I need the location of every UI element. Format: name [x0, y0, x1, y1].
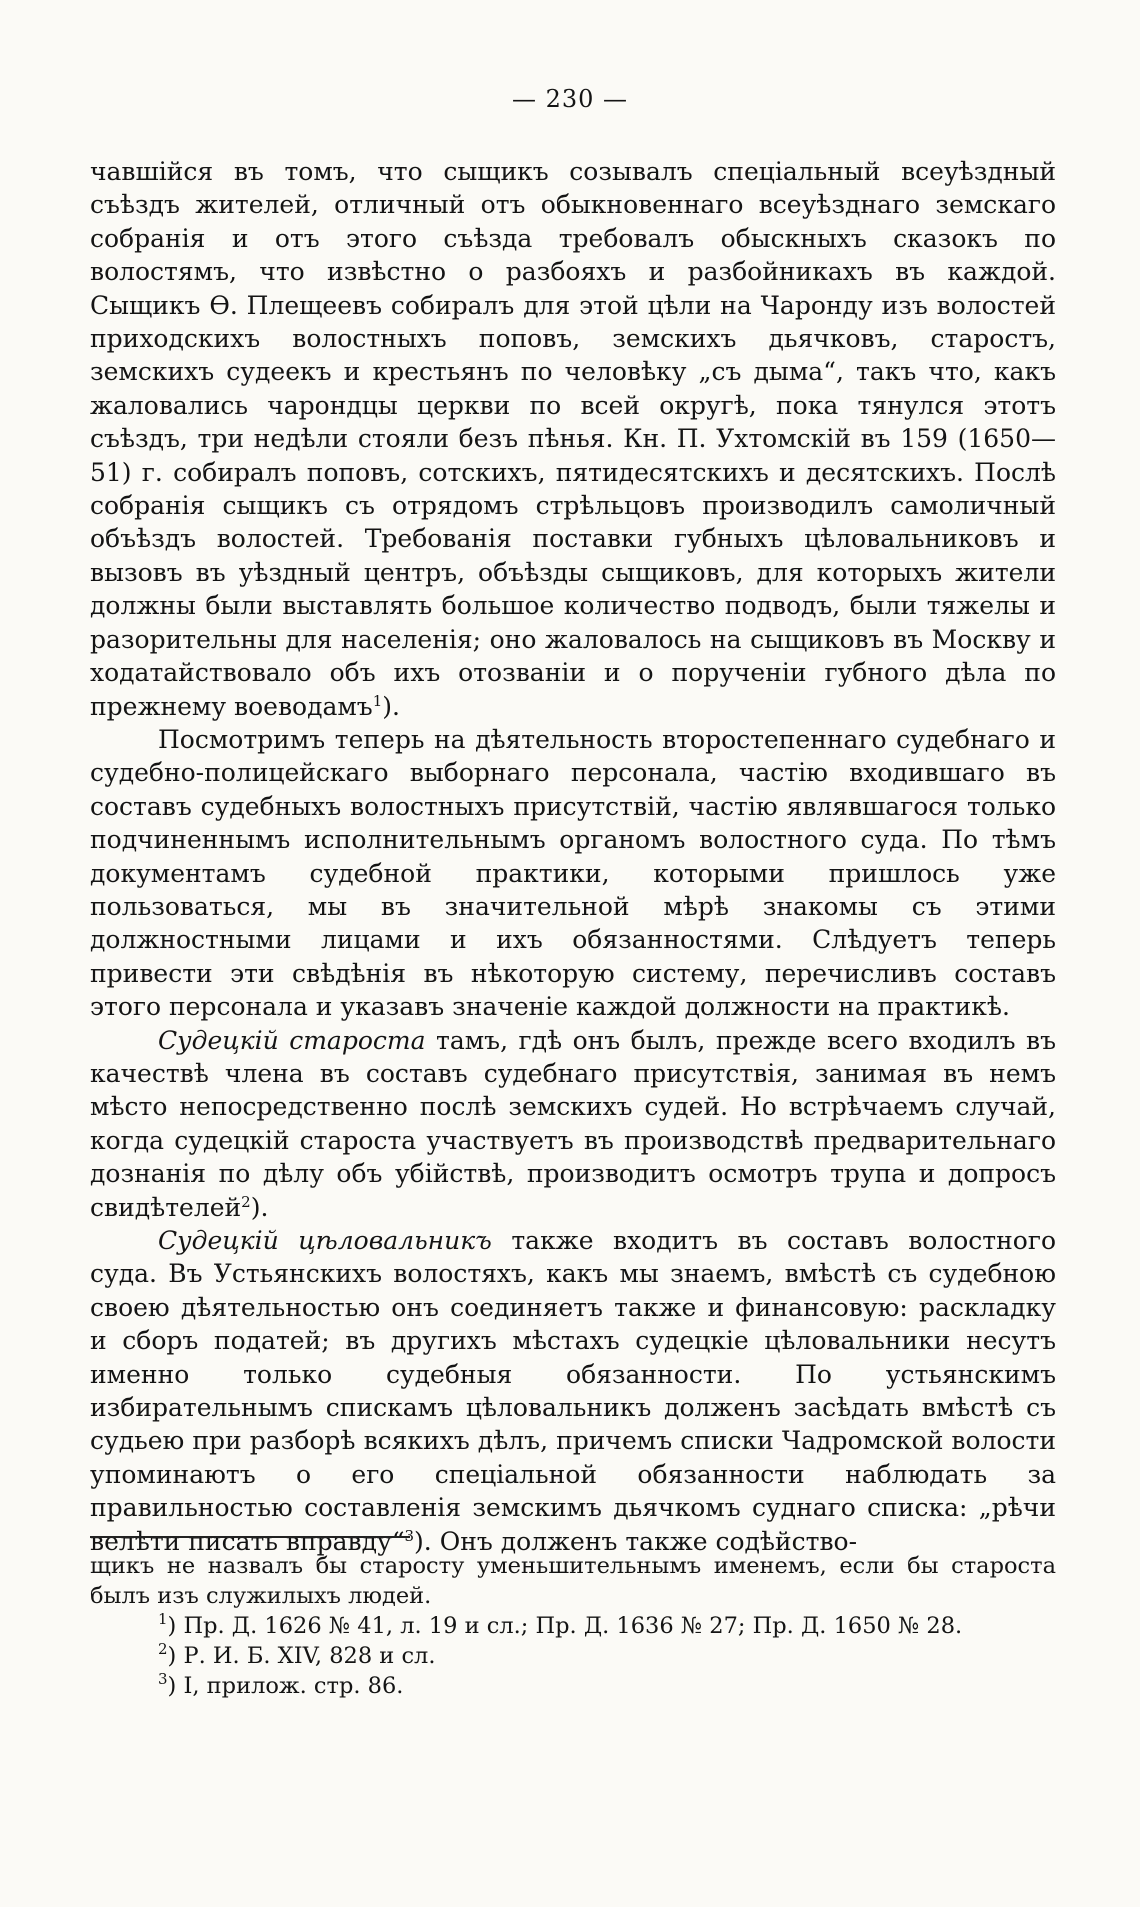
footnote-ref-1[interactable]: 1: [372, 691, 383, 710]
footnote-3-mark: 3: [158, 1670, 168, 1688]
footnote-divider: [90, 1536, 410, 1538]
footnote-continuation: щикъ не назвалъ бы старосту уменьшительнымъ именемъ, если бы староста былъ изъ служилыхъ людей.: [90, 1553, 1056, 1609]
footnote-3-text: ) I, прилож. стр. 86.: [167, 1673, 404, 1699]
paragraph-1-text: чавшійся въ томъ, что сыщикъ созывалъ спеціальный всеуѣздный съѣздъ жителей, отличный отъ обыкновеннаго всеуѣзднаго земскаго собранія и отъ этого съѣзда требовалъ обыскныхъ сказокъ по волостямъ, что извѣстно о разбояхъ и разбойникахъ въ каждой. Сыщикъ Ѳ. Плещеевъ собиралъ для этой цѣли на Чаронду изъ волостей приходскихъ волостныхъ поповъ, земскихъ дьячковъ, старостъ, земскихъ судеекъ и крестьянъ по человѣку „съ дыма“, такъ что, какъ жаловались чарондцы церкви по всей округѣ, пока тянулся этотъ съѣздъ, три недѣли стояли безъ пѣнья. Кн. П. Ухтомскій въ 159 (1650—51) г. собиралъ поповъ, сотскихъ, пятидесятскихъ и десятскихъ. Послѣ собранія сыщикъ съ отрядомъ стрѣльцовъ производилъ самоличный объѣздъ волостей. Требованія поставки губныхъ цѣловальниковъ и вызовъ въ уѣздный центръ, объѣзды сыщиковъ, для которыхъ жители должны были выставлять большое количество подводъ, были тяжелы и разорительны для населенія; оно жаловалось на сыщиковъ въ Москву и ходатайствовало объ ихъ отозваніи и о порученіи губного дѣла по прежнему воеводамъ: [90, 157, 1056, 721]
paragraph-2: Посмотримъ теперь на дѣятельность второстепеннаго судебнаго и судебно-полицейскаго выборнаго персонала, частію входившаго въ составъ судебныхъ волостныхъ присутствій, частію являвшагося только подчиненнымъ исполнительнымъ органомъ волостного суда. По тѣмъ документамъ судебной практики, которыми пришлось уже пользоваться, мы въ значительной мѣрѣ знакомы съ этими должностными лицами и ихъ обязанностями. Слѣдуетъ теперь привести эти свѣдѣнія въ нѣкоторую систему, перечисливъ составъ этого персонала и указавъ значеніе каждой должности на практикѣ.: [90, 724, 1056, 1022]
footnote-ref-3[interactable]: 3: [404, 1526, 415, 1545]
term-sudetsky-tselovalnik: Судецкій цѣловальникъ: [158, 1226, 492, 1255]
paragraph-4-text: также входитъ въ составъ волостного суда. Въ Устьянскихъ волостяхъ, какъ мы знаемъ, вмѣстѣ съ судебною своею дѣятельностью онъ соединяетъ также и финансовую: раскладку и сборъ податей; въ другихъ мѣстахъ судецкіе цѣловальники несутъ именно только судебныя обязанности. По устьянскимъ избирательнымъ спискамъ цѣловальникъ долженъ засѣдать вмѣстѣ съ судьею при разборѣ всякихъ дѣлъ, причемъ списки Чадромской волости упоминаютъ о его спеціальной обязанности наблюдать за правильностью составленія земскимъ дьячкомъ суднаго списка: „рѣчи велѣти писать вправду“: [90, 1226, 1056, 1556]
footnote-1-text: ) Пр. Д. 1626 № 41, л. 19 и сл.; Пр. Д. 1636 № 27; Пр. Д. 1650 № 28.: [167, 1613, 963, 1639]
footnote-1: [90, 1611, 1056, 1641]
term-sudetsky-starosta: Судецкій староста: [158, 1025, 426, 1055]
paragraph-3: [90, 1024, 1056, 1224]
main-text: [90, 155, 1056, 1558]
paragraph-1-end: ).: [382, 691, 400, 721]
footnote-3: [90, 1671, 1056, 1701]
page-number: — 230 —: [511, 85, 629, 113]
footnote-ref-2[interactable]: 2: [241, 1192, 251, 1211]
paragraph-4: [90, 1224, 1056, 1558]
footnote-1-mark: 1: [158, 1610, 168, 1628]
paragraph-4-end: ). Онъ долженъ также содѣйство-: [414, 1526, 858, 1556]
footnote-2-text: ) Р. И. Б. XIV, 828 и сл.: [167, 1643, 436, 1669]
paragraph-1: [90, 155, 1056, 723]
footnote-2: [90, 1641, 1056, 1671]
paragraph-3-text: тамъ, гдѣ онъ былъ, прежде всего входилъ въ качествѣ члена въ составъ судебнаго присутствія, занимая въ немъ мѣсто непосредственно послѣ земскихъ судей. Но встрѣчаемъ случай, когда судецкій староста участвуетъ въ производствѣ предварительнаго дознанія по дѣлу объ убійствѣ, производитъ осмотръ трупа и допросъ свидѣтелей: [90, 1025, 1057, 1222]
paragraph-3-end: ).: [250, 1192, 269, 1222]
footnotes: [90, 1551, 1056, 1701]
footnote-2-mark: 2: [158, 1640, 168, 1658]
